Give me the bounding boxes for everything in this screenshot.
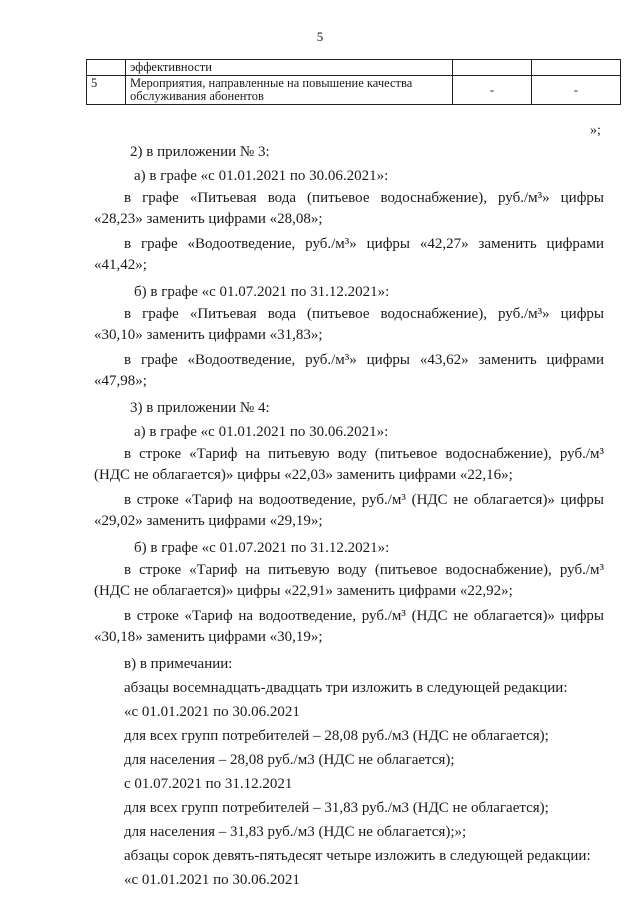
table-row <box>87 76 621 105</box>
table-cell-value-b: - <box>532 76 621 105</box>
table-cell-number: 5 <box>87 76 126 105</box>
document-paragraph: абзацы восемнадцать-двадцать три изложить в следующей редакции: <box>124 680 568 696</box>
document-paragraph: «с 01.01.2021 по 30.06.2021 <box>124 704 300 720</box>
table-cell-value-a: - <box>453 76 532 105</box>
table-cell-name: Мероприятия, направленные на повышение качества обслуживания абонентов <box>126 76 453 105</box>
document-body <box>94 140 604 892</box>
document-paragraph: б) в графе «с 01.07.2021 по 31.12.2021»: <box>134 540 390 556</box>
table-cell-value-b <box>532 60 621 76</box>
amendment-table <box>86 59 621 105</box>
table-cell-name: эффективности <box>126 60 453 76</box>
document-paragraph: в строке «Тариф на водоотведение, руб./м³ (НДС не облагается)» цифры «30,18» заменить цифрами «30,19»; <box>94 608 604 645</box>
closing-quote: »; <box>590 123 601 138</box>
document-paragraph: в графе «Питьевая вода (питьевое водоснабжение), руб./м³» цифры «30,10» заменить цифрами «31,83»; <box>94 306 604 343</box>
page-number: 5 <box>316 29 324 44</box>
document-paragraph: в графе «Водоотведение, руб./м³» цифры «43,62» заменить цифрами «47,98»; <box>94 352 604 389</box>
table-cell-value-a <box>453 60 532 76</box>
table-cell-number <box>87 60 126 76</box>
table-row <box>87 60 621 76</box>
document-paragraph: «с 01.01.2021 по 30.06.2021 <box>124 872 300 888</box>
document-paragraph: б) в графе «с 01.07.2021 по 31.12.2021»: <box>134 284 390 300</box>
document-paragraph: в графе «Питьевая вода (питьевое водоснабжение), руб./м³» цифры «28,23» заменить цифрами «28,08»; <box>94 190 604 227</box>
document-paragraph: 3) в приложении № 4: <box>130 400 270 416</box>
document-paragraph: в строке «Тариф на водоотведение, руб./м³ (НДС не облагается)» цифры «29,02» заменить цифрами «29,19»; <box>94 492 604 529</box>
document-paragraph: для населения – 28,08 руб./м3 (НДС не облагается); <box>124 752 455 768</box>
document-paragraph: для всех групп потребителей – 28,08 руб./м3 (НДС не облагается); <box>124 728 549 744</box>
document-paragraph: в строке «Тариф на питьевую воду (питьевое водоснабжение), руб./м³ (НДС не облагается)» цифры «22,91» заменить цифрами «22,92»; <box>94 562 604 599</box>
document-paragraph: в графе «Водоотведение, руб./м³» цифры «42,27» заменить цифрами «41,42»; <box>94 236 604 273</box>
document-paragraph: для всех групп потребителей – 31,83 руб./м3 (НДС не облагается); <box>124 800 549 816</box>
document-paragraph: в строке «Тариф на питьевую воду (питьевое водоснабжение), руб./м³ (НДС не облагается)» цифры «22,03» заменить цифрами «22,16»; <box>94 446 604 483</box>
document-paragraph: в) в примечании: <box>124 656 233 672</box>
document-paragraph: с 01.07.2021 по 31.12.2021 <box>124 776 293 792</box>
document-paragraph: а) в графе «с 01.01.2021 по 30.06.2021»: <box>134 168 389 184</box>
document-paragraph: а) в графе «с 01.01.2021 по 30.06.2021»: <box>134 424 389 440</box>
document-paragraph: для населения – 31,83 руб./м3 (НДС не облагается);»; <box>124 824 467 840</box>
document-paragraph: абзацы сорок девять-пятьдесят четыре изложить в следующей редакции: <box>124 848 591 864</box>
document-paragraph: 2) в приложении № 3: <box>130 144 270 160</box>
